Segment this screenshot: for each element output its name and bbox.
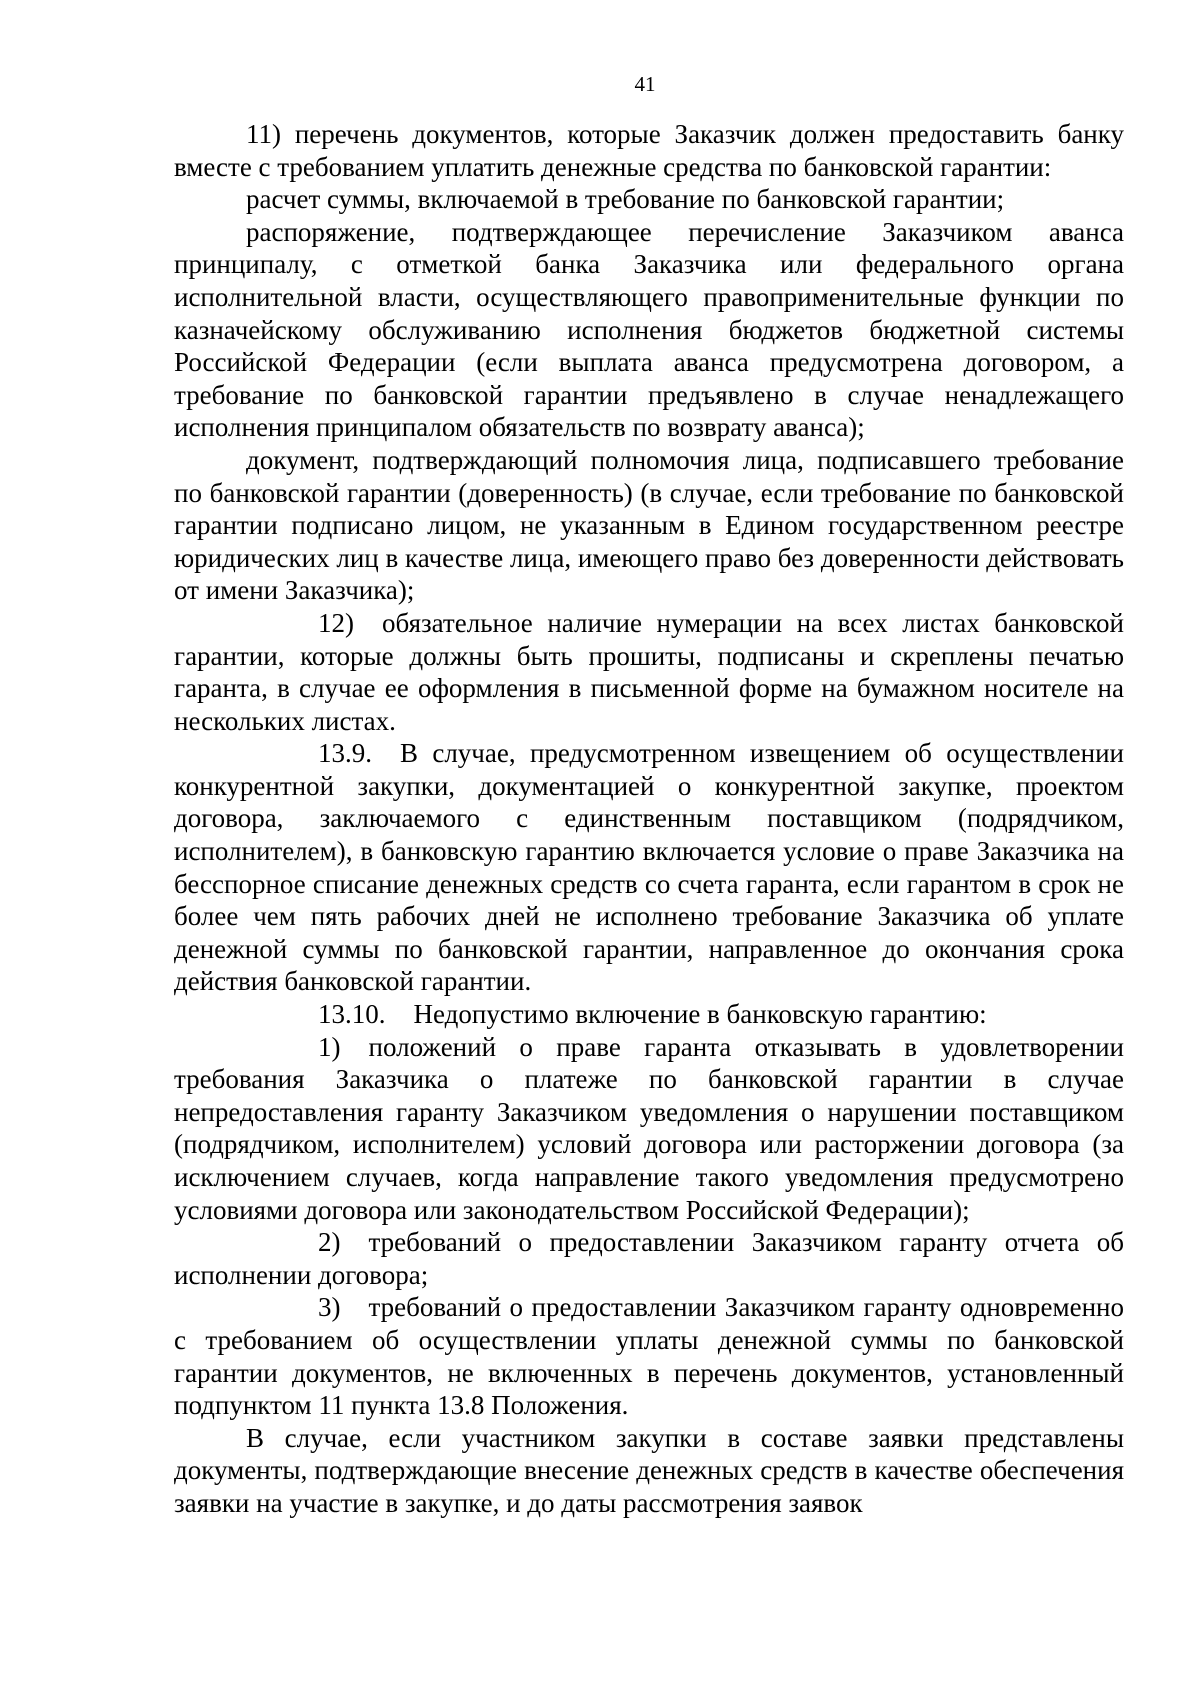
paragraph-text: распоряжение, подтверждающее перечисление Заказчиком аванса принципалу, с отметкой банка Заказчика или федерального органа исполнительной власти, осуществляющего правоприменительные функции по казначейскому обслуживанию исполнения бюджетов бюджетной системы Российской Федерации (если выплата аванса предусмотрена договором, а требование по банковской гарантии предъявлено в случае ненадлежащего исполнения принципалом обязательств по возврату аванса); xyxy=(174,216,1124,443)
paragraph-text: обязательное наличие нумерации на всех листах банковской гарантии, которые должны быть прошиты, подписаны и скреплены печатью гаранта, в случае ее оформления в письменной форме на бумажном носителе на нескольких листах. xyxy=(174,607,1124,736)
paragraph-number: 2) xyxy=(318,1227,341,1258)
paragraph-number: 12) xyxy=(318,607,354,638)
paragraph-sum-calculation xyxy=(174,183,1124,216)
paragraph-number: 13.9. xyxy=(318,738,372,769)
paragraph-section-13-10 xyxy=(174,998,1124,1031)
paragraph-text: расчет суммы, включаемой в требование по банковской гарантии; xyxy=(246,184,1005,215)
paragraph-section-13-9 xyxy=(174,737,1124,998)
paragraph-authority-document xyxy=(174,444,1124,607)
paragraph-text: требований о предоставлении Заказчиком гаранту одновременно с требованием об осуществлении уплаты денежной суммы по банковской гарантии документов, не включенных в перечень документов, установленный подпунктом 11 пункта 13.8 Положения. xyxy=(174,1292,1124,1421)
paragraph-text: документ, подтверждающий полномочия лица, подписавшего требование по банковской гарантии (доверенность) (в случае, если требование по банковской гарантии подписано лицом, не указанным в Едином государственном реестре юридических лиц в качестве лица, имеющего право без доверенности действовать от имени Заказчика); xyxy=(174,444,1124,606)
paragraph-text: В случае, предусмотренном извещением об осуществлении конкурентной закупки, документацией о конкурентной закупке, проектом договора, заключаемого с единственным поставщиком (подрядчиком, исполнителем), в банковскую гарантию включается условие о праве Заказчика на бесспорное списание денежных средств со счета гаранта, если гарантом в срок не более чем пять рабочих дней не исполнено требование Заказчика об уплате денежной суммы по банковской гарантии, направленное до окончания срока действия банковской гарантии. xyxy=(174,738,1124,997)
paragraph-text: 11) перечень документов, которые Заказчик должен предоставить банку вместе с требованием уплатить денежные средства по банковской гарантии: xyxy=(174,119,1124,182)
paragraph-item-12 xyxy=(174,607,1124,737)
paragraph-number: 3) xyxy=(318,1292,341,1323)
paragraph-item-11 xyxy=(174,118,1124,183)
paragraph-advance-order xyxy=(174,216,1124,444)
paragraph-subitem-2 xyxy=(174,1226,1124,1291)
paragraph-number: 1) xyxy=(318,1031,341,1062)
paragraph-text: В случае, если участником закупки в составе заявки представлены документы, подтверждающие внесение денежных средств в качестве обеспечения заявки на участие в закупке, и до даты рассмотрения заявок xyxy=(174,1422,1124,1518)
paragraph-text: Недопустимо включение в банковскую гарантию: xyxy=(413,999,987,1030)
paragraph-subitem-3 xyxy=(174,1291,1124,1421)
paragraph-number: 13.10. xyxy=(318,999,386,1030)
paragraph-subitem-1 xyxy=(174,1031,1124,1227)
document-body xyxy=(174,118,1124,1520)
paragraph-text: требований о предоставлении Заказчиком гаранту отчета об исполнении договора; xyxy=(174,1227,1124,1290)
paragraph-application-security xyxy=(174,1422,1124,1520)
page-number: 41 xyxy=(634,72,656,96)
paragraph-text: положений о праве гаранта отказывать в удовлетворении требования Заказчика о платеже по банковской гарантии в случае непредоставления гаранту Заказчиком уведомления о нарушении поставщиком (подрядчиком, исполнителем) условий договора или расторжении договора (за исключением случаев, когда направление такого уведомления предусмотрено условиями договора или законодательством Российской Федерации); xyxy=(174,1031,1124,1225)
